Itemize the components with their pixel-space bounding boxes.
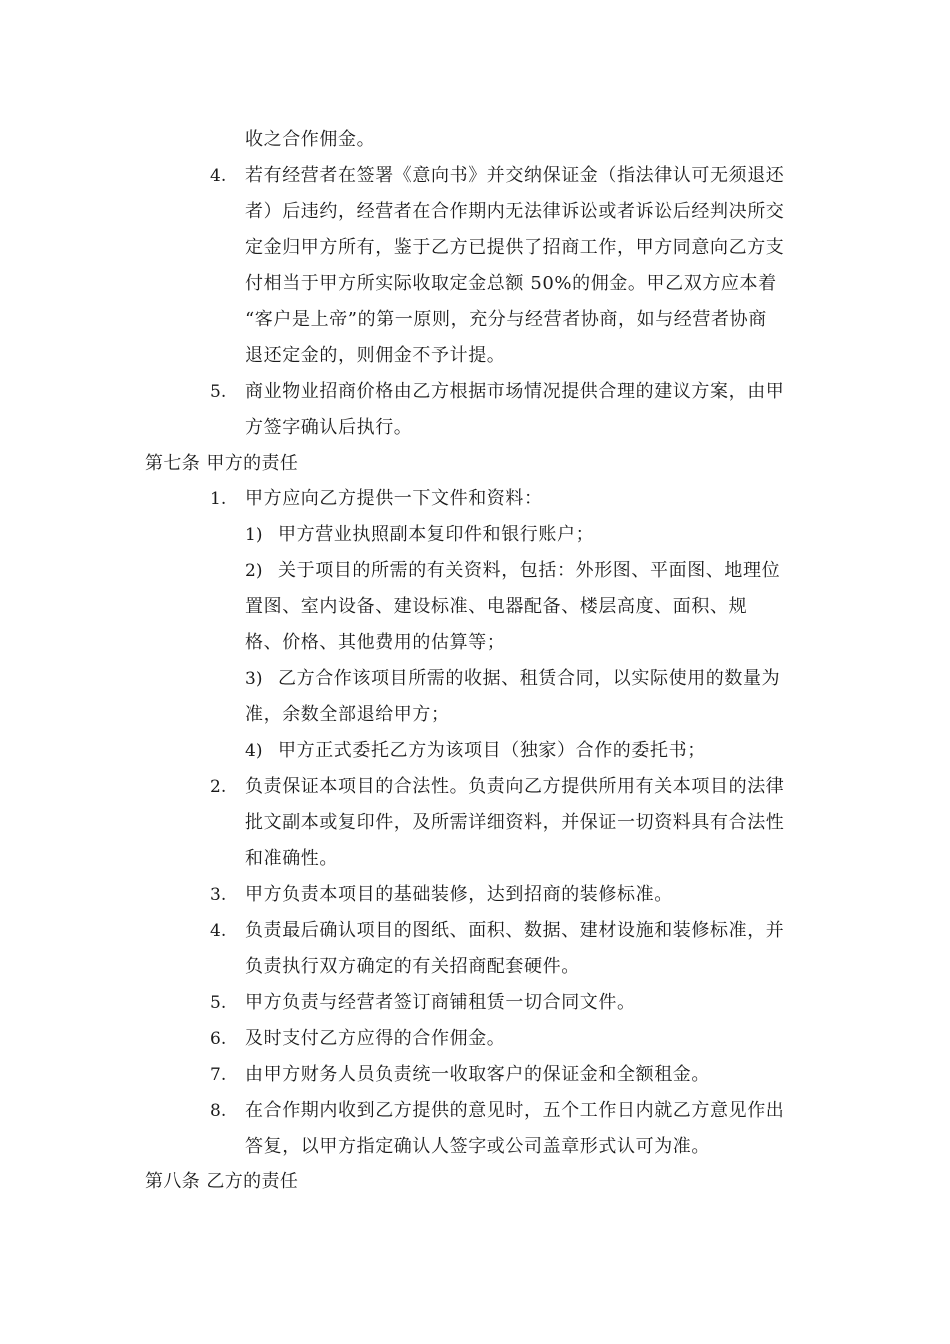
paragraph-line: 定金归甲方所有，鉴于乙方已提供了招商工作，甲方同意向乙方支 <box>245 237 785 258</box>
list-number: 1. <box>210 489 227 509</box>
paragraph-line: 负责保证本项目的合法性。负责向乙方提供所用有关本项目的法律 <box>245 776 785 797</box>
list-number: 8. <box>210 1101 227 1121</box>
sublist-number: 1) <box>245 525 263 545</box>
sublist-number: 3) <box>245 669 263 689</box>
list-number: 5. <box>210 382 227 402</box>
list-number: 6. <box>210 1029 227 1049</box>
paragraph-line: 收之合作佣金。 <box>245 129 376 150</box>
paragraph-line: 关于项目的所需的有关资料，包括：外形图、平面图、地理位 <box>278 560 781 581</box>
list-number: 5. <box>210 993 227 1013</box>
paragraph-line: 答复，以甲方指定确认人签字或公司盖章形式认可为准。 <box>245 1136 710 1157</box>
article-heading: 第八条 乙方的责任 <box>145 1171 299 1192</box>
paragraph-line: “客户是上帝”的第一原则，充分与经营者协商，如与经营者协商 <box>245 309 767 330</box>
list-number: 4. <box>210 166 227 186</box>
paragraph-line: 和准确性。 <box>245 848 338 869</box>
paragraph-line: 批文副本或复印件，及所需详细资料，并保证一切资料具有合法性 <box>245 812 785 833</box>
paragraph-line: 付相当于甲方所实际收取定金总额 50%的佣金。甲乙双方应本着 <box>245 273 777 294</box>
list-number: 4. <box>210 921 227 941</box>
paragraph-line: 退还定金的，则佣金不予计提。 <box>245 345 506 366</box>
list-number: 2. <box>210 777 227 797</box>
paragraph-line: 甲方营业执照副本复印件和银行账户； <box>278 524 595 545</box>
article-heading: 第七条 甲方的责任 <box>145 453 299 474</box>
paragraph-line: 格、价格、其他费用的估算等； <box>245 632 506 653</box>
paragraph-line: 方签字确认后执行。 <box>245 417 413 438</box>
paragraph-line: 者）后违约，经营者在合作期内无法律诉讼或者诉讼后经判决所交 <box>245 201 785 222</box>
paragraph-line: 商业物业招商价格由乙方根据市场情况提供合理的建议方案，由甲 <box>245 381 785 402</box>
sublist-number: 2) <box>245 561 263 581</box>
paragraph-line: 甲方负责本项目的基础装修，达到招商的装修标准。 <box>245 884 673 905</box>
paragraph-line: 准，余数全部退给甲方； <box>245 704 450 725</box>
list-number: 7. <box>210 1065 227 1085</box>
paragraph-line: 负责执行双方确定的有关招商配套硬件。 <box>245 956 580 977</box>
paragraph-line: 置图、室内设备、建设标准、电器配备、楼层高度、面积、规 <box>245 596 748 617</box>
paragraph-line: 甲方正式委托乙方为该项目（独家）合作的委托书； <box>278 740 706 761</box>
paragraph-line: 负责最后确认项目的图纸、面积、数据、建材设施和装修标准，并 <box>245 920 785 941</box>
paragraph-line: 乙方合作该项目所需的收据、租赁合同，以实际使用的数量为 <box>278 668 781 689</box>
paragraph-line: 甲方负责与经营者签订商铺租赁一切合同文件。 <box>245 992 636 1013</box>
paragraph-line: 及时支付乙方应得的合作佣金。 <box>245 1028 506 1049</box>
paragraph-line: 由甲方财务人员负责统一收取客户的保证金和全额租金。 <box>245 1064 710 1085</box>
paragraph-line: 若有经营者在签署《意向书》并交纳保证金（指法律认可无须退还 <box>245 165 785 186</box>
paragraph-line: 甲方应向乙方提供一下文件和资料： <box>245 488 543 509</box>
list-number: 3. <box>210 885 227 905</box>
paragraph-line: 在合作期内收到乙方提供的意见时，五个工作日内就乙方意见作出 <box>245 1100 785 1121</box>
sublist-number: 4) <box>245 741 263 761</box>
